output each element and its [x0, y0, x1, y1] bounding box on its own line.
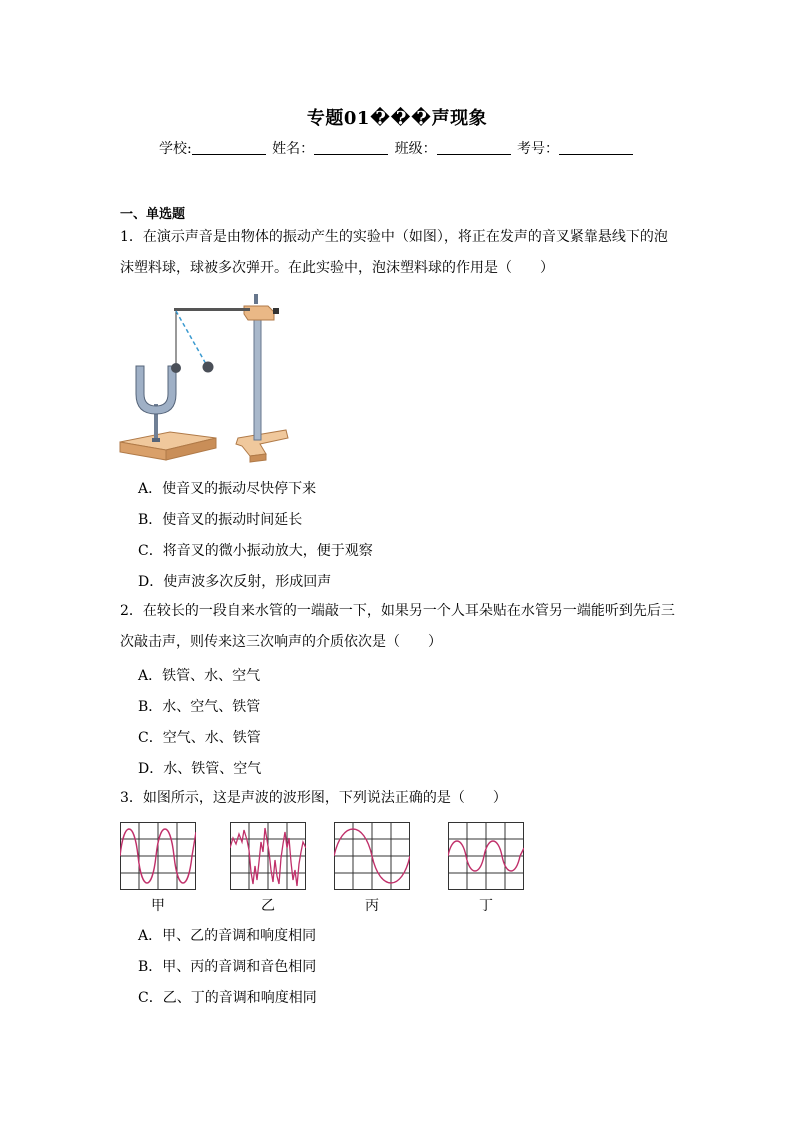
- waveform-jia: [120, 822, 196, 890]
- question-2-option-a[interactable]: A．铁管、水、空气: [138, 668, 261, 684]
- number-blank[interactable]: [559, 140, 633, 155]
- waveform-yi: [230, 822, 306, 890]
- swing-path-dashed: [176, 311, 206, 364]
- foam-ball-bounced: [203, 362, 214, 373]
- waveform-bing: [334, 822, 410, 890]
- name-label: 姓名：: [272, 141, 315, 157]
- question-2-option-c[interactable]: C．空气、水、铁管: [138, 730, 261, 746]
- question-2-option-b[interactable]: B．水、空气、铁管: [138, 699, 261, 715]
- stand-base: [236, 430, 288, 462]
- wave-label-jia: 甲: [151, 898, 165, 914]
- waveform-ding: [448, 822, 524, 890]
- section-heading: 一、单选题: [120, 207, 186, 222]
- question-1-text: 1．在演示声音是由物体的振动产生的实验中（如图），将正在发声的音叉紧靠悬线下的泡沫塑料球，球被多次弹开。在此实验中，泡沫塑料球的作用是（ ）: [120, 229, 668, 276]
- page-title: 专题01���声现象: [306, 108, 488, 129]
- tuning-fork-figure: [118, 292, 298, 464]
- class-label: 班级：: [394, 141, 437, 157]
- school-blank[interactable]: [192, 140, 266, 155]
- wave-label-yi: 乙: [261, 898, 275, 914]
- stand-rod: [254, 306, 261, 440]
- question-3-text: 3．如图所示，这是声波的波形图，下列说法正确的是（ ）: [120, 790, 507, 806]
- question-2-text: 2．在较长的一段自来水管的一端敲一下，如果另一个人耳朵贴在水管另一端能听到先后三次敲击声，则传来这三次响声的介质依次是（ ）: [120, 603, 675, 650]
- question-2-option-d[interactable]: D．水、铁管、空气: [138, 761, 262, 777]
- foam-ball-rest: [171, 363, 181, 373]
- question-1-option-d[interactable]: D．使声波多次反射，形成回声: [138, 574, 332, 590]
- student-info-line: [0, 138, 794, 158]
- question-1-option-a[interactable]: A．使音叉的振动尽快停下来: [138, 481, 317, 497]
- wave-label-ding: 丁: [479, 898, 493, 914]
- question-3-option-a[interactable]: A．甲、乙的音调和响度相同: [138, 928, 317, 944]
- question-3-option-b[interactable]: B．甲、丙的音调和音色相同: [138, 959, 317, 975]
- wave-label-bing: 丙: [365, 898, 379, 914]
- question-1-option-c[interactable]: C．将音叉的微小振动放大，便于观察: [138, 543, 373, 559]
- fork-base: [120, 432, 216, 460]
- number-label: 考号：: [517, 141, 560, 157]
- school-label: 学校:: [158, 141, 192, 157]
- question-1-option-b[interactable]: B．使音叉的振动时间延长: [138, 512, 303, 528]
- tuning-fork: [136, 366, 176, 442]
- question-3-option-c[interactable]: C．乙、丁的音调和响度相同: [138, 990, 317, 1006]
- stand-clamp: [244, 294, 279, 320]
- hanging-arm: [174, 308, 250, 311]
- class-blank[interactable]: [437, 140, 511, 155]
- name-blank[interactable]: [314, 140, 388, 155]
